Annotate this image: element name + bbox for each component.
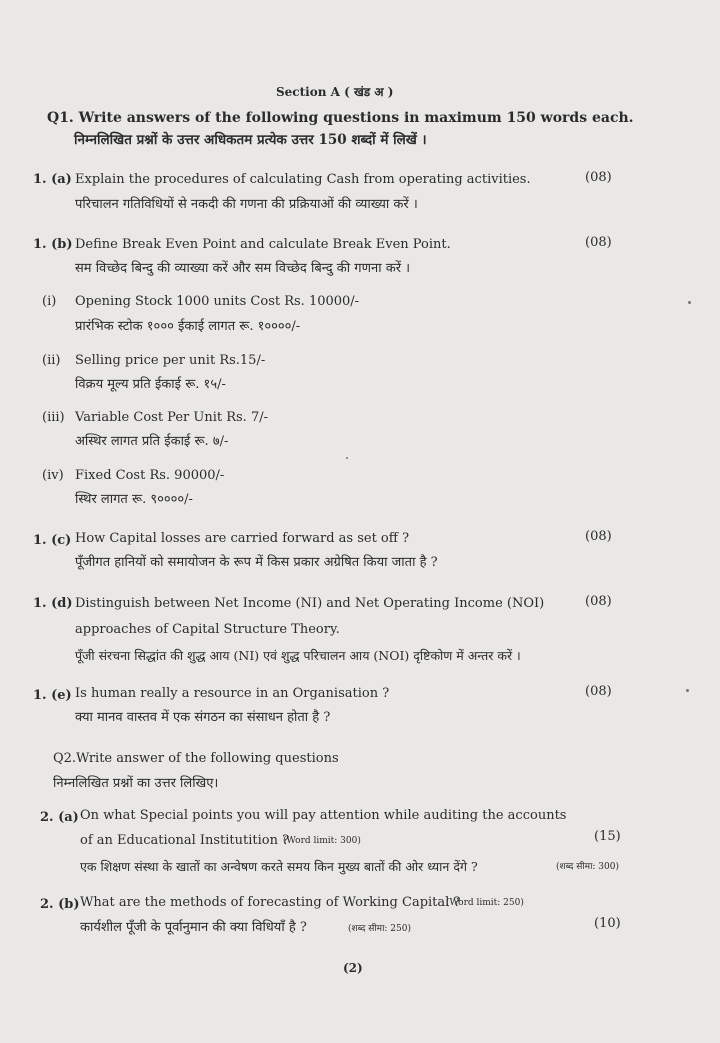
q2b-text-en: What are the methods of forecasting of Working Capital ? <box>80 895 461 910</box>
q2a-number: 2. (a) <box>40 810 79 825</box>
scan-speck <box>346 457 348 459</box>
q2b-word-limit-en: (Word limit: 250) <box>446 898 524 908</box>
q1a-marks: (08) <box>585 170 612 185</box>
scan-speck <box>686 689 689 692</box>
q1b-item-en: Variable Cost Per Unit Rs. 7/- <box>75 410 268 425</box>
q2b-marks: (10) <box>594 916 621 931</box>
q2b-number: 2. (b) <box>40 897 80 912</box>
q1b-text-hi: सम विच्छेद बिन्दु की व्याख्या करें और सम विच्छेद बिन्दु की गणना करें । <box>75 261 411 276</box>
q1d-text-hi: पूँजी संरचना सिद्धांत की शुद्ध आय (NI) एवं शुद्ध परिचालन आय (NOI) दृष्टिकोण में अन्तर करें । <box>75 648 521 663</box>
q1b-item-label: (i) <box>42 294 57 309</box>
q1e-number: 1. (e) <box>33 688 72 703</box>
scan-speck <box>688 301 691 304</box>
q1d-text-en-line2: approaches of Capital Structure Theory. <box>75 622 340 637</box>
q1b-item-en: Opening Stock 1000 units Cost Rs. 10000/- <box>75 294 360 309</box>
q1b-text-en: Define Break Even Point and calculate Break Even Point. <box>75 237 451 252</box>
q1b-item-en: Fixed Cost Rs. 90000/- <box>75 468 225 483</box>
q1d-marks: (08) <box>585 594 612 609</box>
q2a-marks: (15) <box>594 829 621 844</box>
q1b-item-hi: प्रारंभिक स्टोक १००० ईकाई लागत रू. १००००/- <box>75 319 301 334</box>
q2b-word-limit-hi: (शब्द सीमा: 250) <box>348 924 411 934</box>
q1c-text-hi: पूँजीगत हानियों को समायोजन के रूप में किस प्रकार अग्रेषित किया जाता है ? <box>75 555 438 570</box>
q1a-text-hi: परिचालन गतिविधियों से नकदी की गणना की प्रक्रियाओं की व्याख्या करें । <box>75 197 418 212</box>
q2-heading-en: Q2.Write answer of the following questions <box>53 751 339 766</box>
q1b-item-label: (iii) <box>42 410 65 425</box>
q1c-text-en: How Capital losses are carried forward as set off ? <box>75 531 410 546</box>
q1d-text-en-line1: Distinguish between Net Income (NI) and Net Operating Income (NOI) <box>75 596 545 611</box>
q1e-text-en: Is human really a resource in an Organisation ? <box>75 686 390 701</box>
q2b-text-hi: कार्यशील पूँजी के पूर्वानुमान की क्या विधियाँ है ? <box>80 920 307 935</box>
q1-heading-hi: निम्नलिखित प्रश्नों के उत्तर अधिकतम प्रत्येक उत्तर 150 शब्दों में लिखें । <box>74 132 427 148</box>
q2a-word-limit-en: (Word limit: 300) <box>283 836 361 846</box>
q2a-text-hi: एक शिक्षण संस्था के खातों का अन्वेषण करते समय किन मुख्य बातों की ओर ध्यान देंगे ? <box>80 859 478 874</box>
q1b-item-label: (ii) <box>42 353 61 368</box>
q1b-number: 1. (b) <box>33 237 73 252</box>
q2-heading-hi: निम्नलिखित प्रश्नों का उत्तर लिखिए। <box>53 776 219 791</box>
q2a-text-en-line2: of an Educational Institutition ? <box>80 833 290 848</box>
q1a-number: 1. (a) <box>33 172 72 187</box>
q1b-item-hi: अस्थिर लागत प्रति ईकाई रू. ७/- <box>75 434 229 449</box>
q1b-marks: (08) <box>585 235 612 250</box>
q1-heading-en: Q1. Write answers of the following questions in maximum 150 words each. <box>47 110 634 126</box>
page-number: (2) <box>343 961 363 975</box>
q1b-item-label: (iv) <box>42 468 64 483</box>
section-title: Section A ( खंड अ ) <box>276 85 394 99</box>
q1a-text-en: Explain the procedures of calculating Cash from operating activities. <box>75 172 531 187</box>
q1c-number: 1. (c) <box>33 533 72 548</box>
q1c-marks: (08) <box>585 529 612 544</box>
q1e-marks: (08) <box>585 684 612 699</box>
q1e-text-hi: क्या मानव वास्तव में एक संगठन का संसाधन होता है ? <box>75 710 331 725</box>
q1b-item-en: Selling price per unit Rs.15/- <box>75 353 266 368</box>
q2a-text-en-line1: On what Special points you will pay attention while auditing the accounts <box>80 808 567 823</box>
q2a-word-limit-hi: (शब्द सीमा: 300) <box>556 862 619 872</box>
q1b-item-hi: विक्रय मूल्य प्रति ईकाई रू. १५/- <box>75 377 226 392</box>
q1d-number: 1. (d) <box>33 596 73 611</box>
q1b-item-hi: स्थिर लागत रू. ९००००/- <box>75 492 193 507</box>
